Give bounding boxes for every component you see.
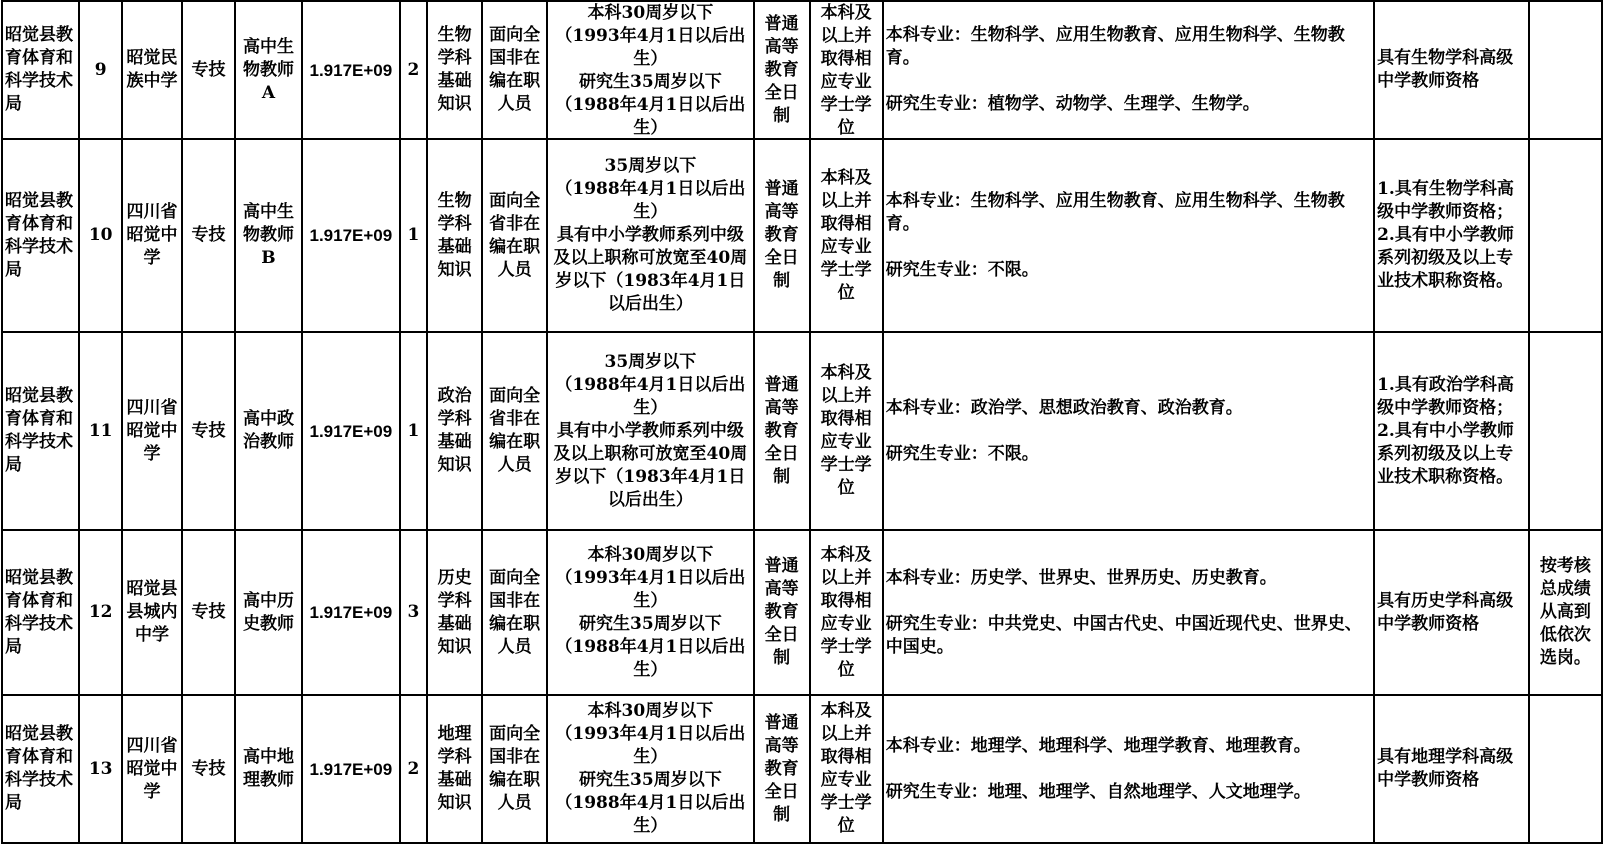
education-type-cell: 普通高等教育全日制 [754,530,810,695]
qualification-cell: 具有地理学科高级中学教师资格 [1374,695,1529,843]
education-type-cell: 普通高等教育全日制 [754,139,810,332]
school-cell: 昭觉民族中学 [122,1,182,139]
exam-subject-cell: 地理学科基础知识 [427,695,482,843]
age-requirement-cell [547,695,753,843]
degree-cell [810,1,883,139]
school-cell: 四川省昭觉中学 [122,139,182,332]
recruit-scope-cell: 面向全省非在编在职人员 [482,139,547,332]
age-requirement-text: 本科30周岁以下 （1993年4月1日以后出生） 研究生35周岁以下 （1988年4月1日以后出生） [555,701,746,836]
major-spacer [886,236,1371,259]
note-cell: 按考核总成绩从高到低依次选岗。 [1529,530,1602,695]
exam-subject-cell: 生物学科基础知识 [427,139,482,332]
headcount-cell: 2 [400,695,427,843]
undergrad-major-text: 本科专业：生物科学、应用生物教育、应用生物科学、生物教育。 [885,190,1345,234]
major-cell [883,1,1374,139]
recruit-scope-cell: 面向全省非在编在职人员 [482,332,547,530]
number-cell: 11 [79,332,122,530]
job-type-cell: 专技 [182,1,235,139]
postgrad-major-text: 研究生专业：植物学、动物学、生理学、生物学。 [885,94,1260,114]
position-code-cell: 1.917E+09 [302,1,400,139]
qualification-cell: 具有生物学科高级中学教师资格 [1374,1,1529,139]
dept-cell: 昭觉县教育体育和科学技术局 [2,530,79,695]
dept-cell: 昭觉县教育体育和科学技术局 [2,332,79,530]
qualification-cell: 具有历史学科高级中学教师资格 [1374,530,1529,695]
recruit-scope-cell: 面向全国非在编在职人员 [482,695,547,843]
school-cell: 昭觉县县城内中学 [122,530,182,695]
dept-cell: 昭觉县教育体育和科学技术局 [2,1,79,139]
undergrad-major-text: 本科专业：地理学、地理科学、地理学教育、地理教育。 [885,735,1311,756]
education-type-cell: 普通高等教育全日制 [754,332,810,530]
position-cell: 高中地理教师 [235,695,302,843]
number-cell: 12 [79,530,122,695]
job-type-cell: 专技 [182,139,235,332]
age-requirement-text: 本科30周岁以下 （1993年4月1日以后出生） 研究生35周岁以下 （1988年4月1日以后出生） [555,3,746,138]
postgrad-major-text: 研究生专业：不限。 [885,259,1039,280]
major-cell [883,332,1374,530]
position-code-cell: 1.917E+09 [302,139,400,332]
dept-cell: 昭觉县教育体育和科学技术局 [2,139,79,332]
job-type-cell: 专技 [182,530,235,695]
degree-cell [810,695,883,843]
age-requirement-cell [547,1,753,139]
exam-subject-cell: 政治学科基础知识 [427,332,482,530]
school-cell: 四川省昭觉中学 [122,332,182,530]
dept-cell: 昭觉县教育体育和科学技术局 [2,695,79,843]
note-cell [1529,332,1602,530]
postgrad-major-text: 研究生专业：中共党史、中国古代史、中国近现代史、世界史、中国史。 [885,613,1362,657]
table-row [2,139,1602,332]
degree-cell: 本科及以上并取得相应专业学士学位 [810,332,883,530]
major-spacer [886,590,1371,613]
table-row [2,530,1602,695]
position-cell: 高中历史教师 [235,530,302,695]
recruit-scope-cell: 面向全国非在编在职人员 [482,1,547,139]
job-type-cell: 专技 [182,695,235,843]
undergrad-major-text: 本科专业：政治学、思想政治教育、政治教育。 [885,397,1243,418]
major-spacer [886,70,1371,93]
headcount-cell: 2 [400,1,427,139]
recruit-scope-cell: 面向全国非在编在职人员 [482,530,547,695]
degree-cell: 本科及以上并取得相应专业学士学位 [810,530,883,695]
number-cell: 10 [79,139,122,332]
education-type-cell: 普通高等教育全日制 [754,1,810,139]
note-cell [1529,1,1602,139]
position-code-cell: 1.917E+09 [302,530,400,695]
qualification-cell: 1.具有生物学科高级中学教师资格； 2.具有中小学教师系列初级及以上专业技术职称资格。 [1374,139,1529,332]
degree-text: 本科及以上并取得相应专业学士学位 [820,701,872,836]
job-type-cell: 专技 [182,332,235,530]
headcount-cell: 1 [400,139,427,332]
age-requirement-cell: 本科30周岁以下 （1993年4月1日以后出生） 研究生35周岁以下 （1988年4月1日以后出生） [547,530,753,695]
school-cell: 四川省昭觉中学 [122,695,182,843]
table-row [2,332,1602,530]
position-cell: 高中生物教师A [235,1,302,139]
degree-cell: 本科及以上并取得相应专业学士学位 [810,139,883,332]
note-cell [1529,139,1602,332]
major-cell [883,695,1374,843]
exam-subject-cell: 历史学科基础知识 [427,530,482,695]
headcount-cell: 3 [400,530,427,695]
postgrad-major-text: 研究生专业：不限。 [885,443,1039,464]
undergrad-major-text: 本科专业：历史学、世界史、世界历史、历史教育。 [885,567,1277,588]
age-requirement-cell: 35周岁以下 （1988年4月1日以后出生） 具有中小学教师系列中级及以上职称可放宽至40周岁以下（1983年4月1日以后出生） [547,332,753,530]
table-row [2,1,1602,139]
postgrad-major-text: 研究生专业：地理、地理学、自然地理学、人文地理学。 [885,781,1311,802]
major-cell [883,139,1374,332]
major-cell [883,530,1374,695]
recruitment-table [1,0,1603,844]
number-cell: 9 [79,1,122,139]
degree-text: 本科及以上并取得相应专业学士学位 [820,3,872,138]
exam-subject-cell: 生物学科基础知识 [427,1,482,139]
qualification-cell: 1.具有政治学科高级中学教师资格； 2.具有中小学教师系列初级及以上专业技术职称资格。 [1374,332,1529,530]
age-requirement-cell: 35周岁以下 （1988年4月1日以后出生） 具有中小学教师系列中级及以上职称可放宽至40周岁以下（1983年4月1日以后出生） [547,139,753,332]
position-code-cell: 1.917E+09 [302,695,400,843]
major-spacer [886,420,1371,443]
position-cell: 高中生物教师B [235,139,302,332]
major-spacer [886,758,1371,781]
headcount-cell: 1 [400,332,427,530]
undergrad-major-text: 本科专业：生物科学、应用生物教育、应用生物科学、生物教育。 [885,25,1345,68]
note-cell [1529,695,1602,843]
position-cell: 高中政治教师 [235,332,302,530]
education-type-cell: 普通高等教育全日制 [754,695,810,843]
position-code-cell: 1.917E+09 [302,332,400,530]
number-cell: 13 [79,695,122,843]
table-row [2,695,1602,843]
